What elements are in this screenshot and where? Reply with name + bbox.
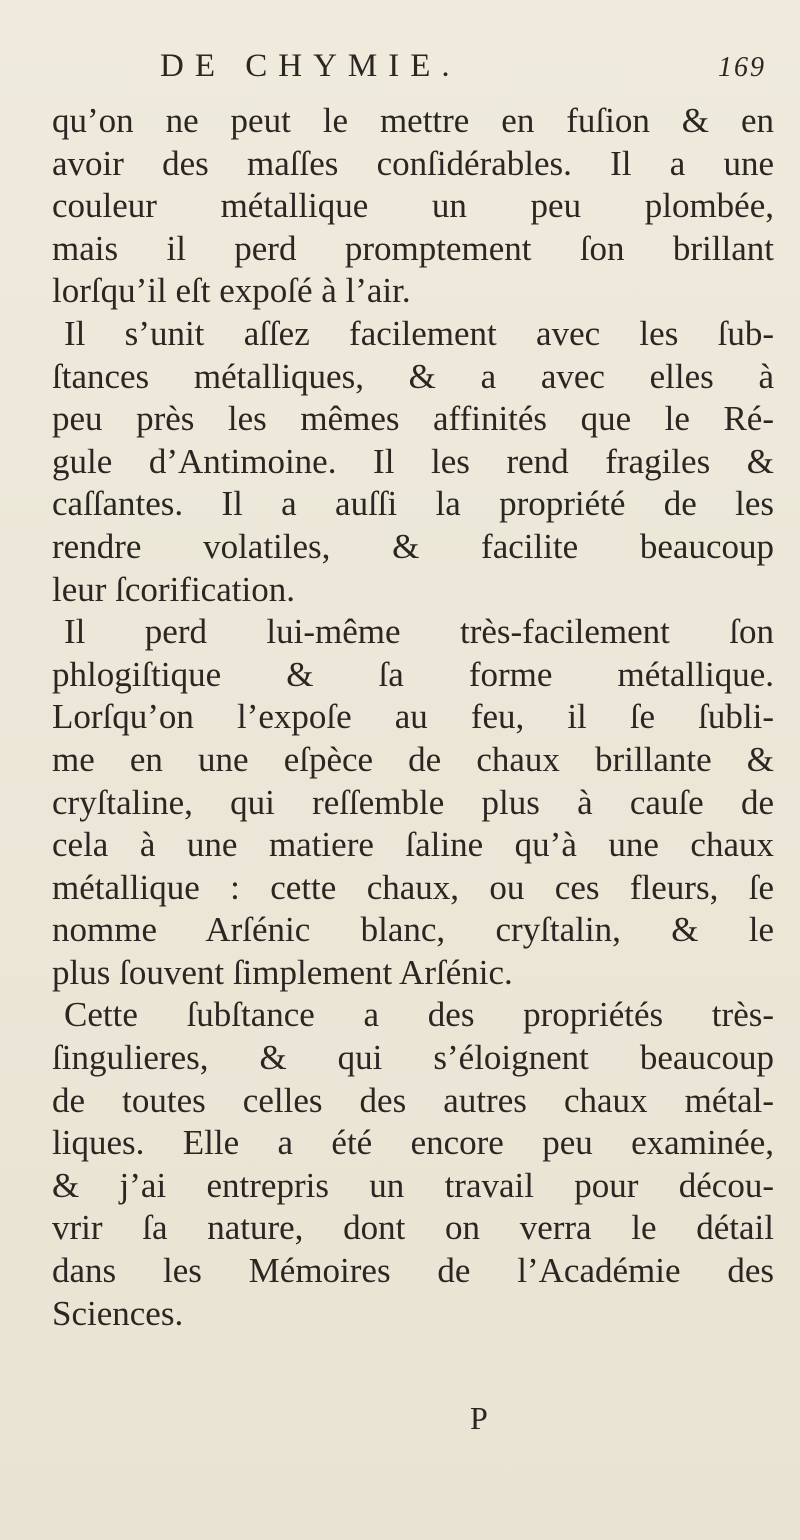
text-line: Lorſqu’on l’expoſe au feu, il ſe ſubli-: [52, 697, 774, 737]
text-line: Il perd lui-même très-facilement ſon: [64, 612, 774, 652]
text-line: qu’on ne peut le mettre en fuſion & en: [52, 101, 774, 140]
text-line: gule d’Antimoine. Il les rend fragiles &: [52, 441, 774, 481]
signature-mark: P: [470, 1400, 488, 1436]
text-line: de toutes celles des autres chaux métal-: [52, 1080, 774, 1120]
text-line: dans les Mémoires de l’Académie des: [52, 1251, 774, 1291]
running-head: DE CHYMIE.: [160, 48, 461, 84]
text-line: ſtances métalliques, & a avec elles à: [52, 356, 774, 396]
text-line: ſingulieres, & qui s’éloignent beaucoup: [52, 1038, 774, 1078]
text-line: leur ſcorification.: [52, 569, 295, 609]
text-line: & j’ai entrepris un travail pour décou-: [52, 1165, 774, 1205]
text-line: cryſtaline, qui reſſemble plus à cauſe de: [52, 782, 774, 822]
text-line: avoir des maſſes conſidérables. Il a une: [52, 143, 774, 183]
text-line: phlogiſtique & ſa forme métallique.: [52, 654, 774, 694]
text-line: couleur métallique un peu plombée,: [52, 186, 774, 226]
text-line: Sciences.: [52, 1293, 184, 1333]
text-line: cela à une matiere ſaline qu’à une chaux: [52, 825, 774, 865]
text-line: liques. Elle a été encore peu examinée,: [52, 1123, 774, 1163]
text-line: Il s’unit aſſez facilement avec les ſub-: [64, 313, 774, 353]
text-line: peu près les mêmes affinités que le Ré-: [52, 399, 774, 439]
text-line: Cette ſubſtance a des propriétés très-: [64, 995, 774, 1035]
text-line: me en une eſpèce de chaux brillante &: [52, 739, 774, 779]
text-line: nomme Arſénic blanc, cryſtalin, & le: [52, 910, 774, 950]
page-header: [0, 48, 800, 98]
text-line: mais il perd promptement ſon brillant: [52, 228, 774, 268]
text-line: caſſantes. Il a auſſi la propriété de les: [52, 484, 774, 524]
text-line: métallique : cette chaux, ou ces fleurs, ſe: [52, 867, 774, 907]
page-number: 169: [718, 52, 766, 83]
text-line: rendre volatiles, & facilite beaucoup: [52, 526, 774, 566]
text-line: plus ſouvent ſimplement Arſénic.: [52, 952, 513, 992]
text-line: vrir ſa nature, dont on verra le détail: [52, 1208, 774, 1248]
text-line: lorſqu’il eſt expoſé à l’air.: [52, 271, 411, 311]
body-text: [52, 100, 774, 1335]
